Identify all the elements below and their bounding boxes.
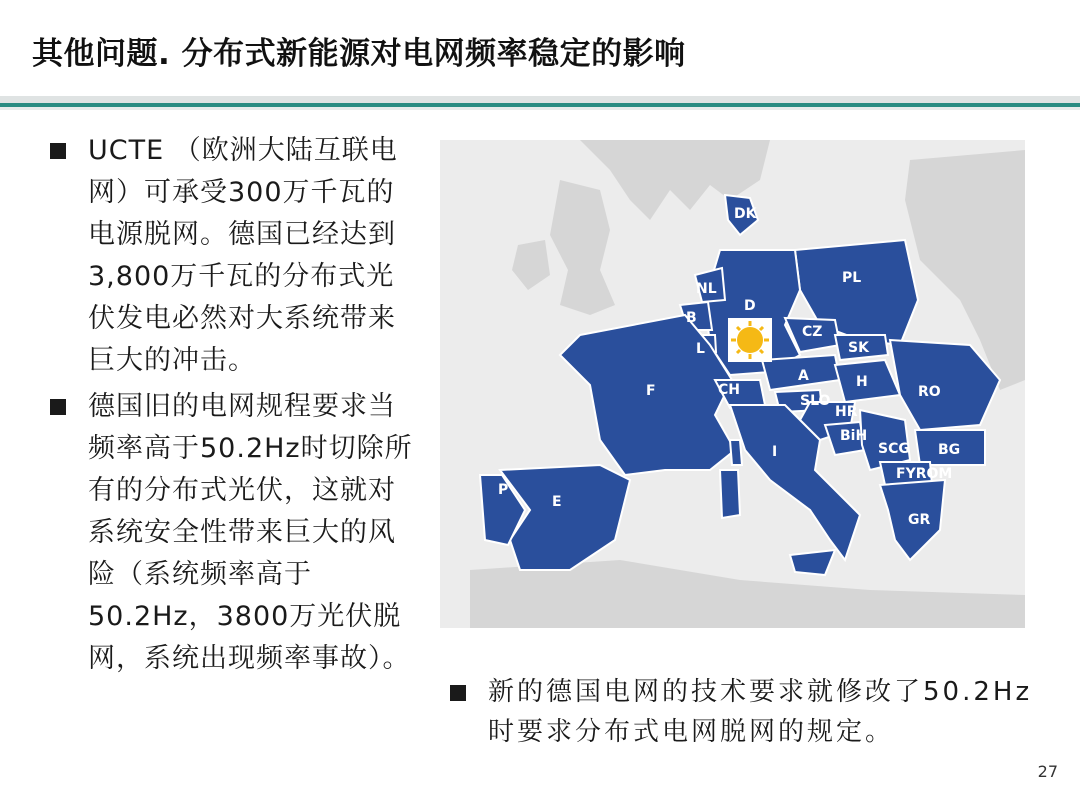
sun-icon [728,318,772,362]
map-label-cz: CZ [802,324,823,340]
map-label-b: B [686,310,697,326]
page-number: 27 [1037,762,1058,781]
right-bullet-list [450,672,1050,756]
landmass-ireland [512,240,550,290]
bullet-item [450,672,1050,752]
map-label-slo: SLO [800,393,831,409]
map-label-p: P [498,482,509,498]
map-label-ro: RO [918,384,941,400]
map-label-gr: GR [908,512,931,528]
country-corsica [730,440,742,465]
bullet-text: 新的德国电网的技术要求就修改了50.2Hz时要求分布式电网脱网的规定。 [488,677,1033,747]
map-label-hr: HR [835,404,858,420]
square-bullet-icon [50,143,66,159]
square-bullet-icon [450,685,466,701]
map-label-f: F [646,383,656,399]
country-sardinia [720,470,740,518]
map-label-d: D [744,298,756,314]
europe-map-svg [440,140,1025,628]
country-ro [890,340,1000,430]
bullet-item [50,386,420,680]
map-label-e: E [552,494,562,510]
country-sicily [790,550,835,575]
bullet-text: 德国旧的电网规程要求当频率高于50.2Hz时切除所有的分布式光伏，这就对系统安全性带来巨大的风险（系统频率高于50.2Hz，3800万光伏脱网，系统出现频率事故）。 [88,391,413,674]
map-label-sk: SK [848,340,869,356]
square-bullet-icon [50,399,66,415]
bullet-text: UCTE （欧洲大陆互联电网）可承受300万千瓦的电源脱网。德国已经达到3,800万千瓦的分布式光伏发电必然对大系统带来巨大的冲击。 [88,135,398,376]
map-label-nl: NL [696,281,717,297]
title-divider [0,96,1080,110]
map-label-dk: DK [734,206,757,222]
map-label-l: L [696,341,705,357]
map-label-pl: PL [842,270,862,286]
left-bullet-list [50,130,420,684]
map-label-bg: BG [938,442,961,458]
map-label-scg: SCG [878,441,910,457]
map-label-i: I [772,444,778,460]
landmass-britain [550,180,615,315]
page-title: 其他问题. 分布式新能源对电网频率稳定的影响 [32,36,686,72]
europe-grid-map [440,140,1025,628]
map-label-bih: BiH [840,428,868,444]
map-label-a: A [798,368,809,384]
map-label-h: H [856,374,868,390]
map-label-fyrom: FYROM [896,466,953,482]
bullet-item [50,130,420,382]
map-label-ch: CH [718,382,740,398]
